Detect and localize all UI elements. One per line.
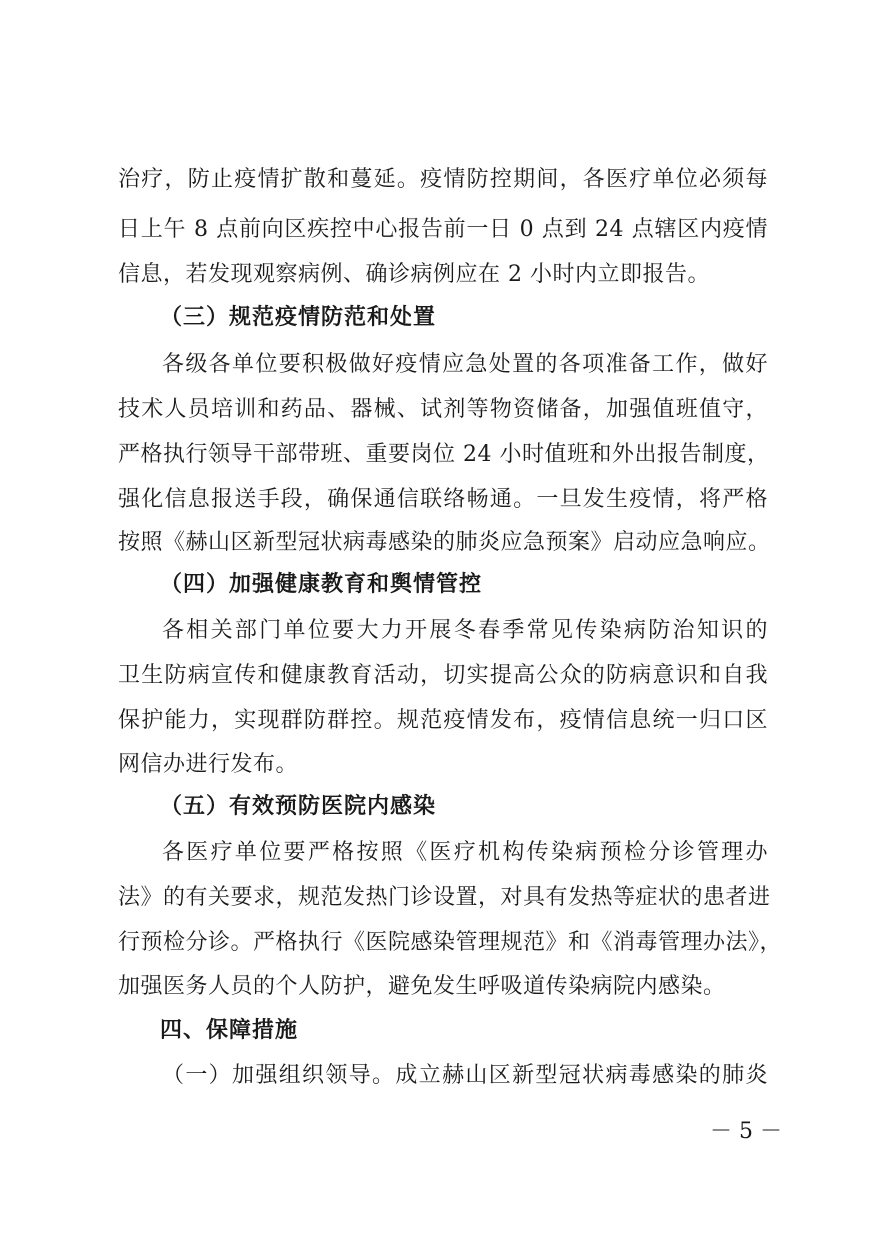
paragraph-line: 强化信息报送手段，确保通信联络畅通。一旦发生疫情，将严格 bbox=[118, 487, 768, 512]
page-number: － 5 － bbox=[710, 1119, 782, 1144]
paragraph-line: 技术人员培训和药品、器械、试剂等物资储备，加强值班值守， bbox=[118, 397, 768, 422]
paragraph-line: 卫生防病宣传和健康教育活动，切实提高公众的防病意识和自我 bbox=[118, 663, 768, 688]
section-heading-4: （四）加强健康教育和舆情管控 bbox=[160, 572, 483, 597]
paragraph-line: 严格执行领导干部带班、重要岗位 24 小时值班和外出报告制度， bbox=[118, 442, 770, 467]
section-heading-5: （五）有效预防医院内感染 bbox=[160, 794, 437, 819]
paragraph-line: 日上午 8 点前向区疾控中心报告前一日 0 点到 24 点辖区内疫情 bbox=[118, 217, 768, 242]
paragraph-line: 信息，若发现观察病例、确诊病例应在 2 小时内立即报告。 bbox=[118, 262, 710, 287]
paragraph-line: 各医疗单位要严格按照《医疗机构传染病预检分诊管理办 bbox=[162, 840, 768, 865]
paragraph-line: （一）加强组织领导。成立赫山区新型冠状病毒感染的肺炎 bbox=[162, 1063, 768, 1088]
paragraph-line: 法》的有关要求，规范发热门诊设置，对具有发热等症状的患者进 bbox=[118, 885, 771, 910]
section-heading-3: （三）规范疫情防范和处置 bbox=[160, 305, 437, 330]
paragraph-line: 各级各单位要积极做好疫情应急处置的各项准备工作，做好 bbox=[162, 352, 768, 377]
paragraph-line: 治疗，防止疫情扩散和蔓延。疫情防控期间，各医疗单位必须每 bbox=[118, 167, 768, 192]
paragraph-line: 加强医务人员的个人防护，避免发生呼吸道传染病院内感染。 bbox=[118, 974, 726, 999]
paragraph-line: 行预检分诊。严格执行《医院感染管理规范》和《消毒管理办法》， bbox=[118, 930, 783, 955]
section-heading-main: 四、保障措施 bbox=[160, 1018, 299, 1043]
paragraph-line: 网信办进行发布。 bbox=[118, 752, 299, 777]
paragraph-line: 各相关部门单位要大力开展冬春季常见传染病防治知识的 bbox=[162, 618, 768, 643]
paragraph-line: 保护能力，实现群防群控。规范疫情发布，疫情信息统一归口区 bbox=[118, 708, 768, 733]
paragraph-line: 按照《赫山区新型冠状病毒感染的肺炎应急预案》启动应急响应。 bbox=[118, 530, 771, 555]
